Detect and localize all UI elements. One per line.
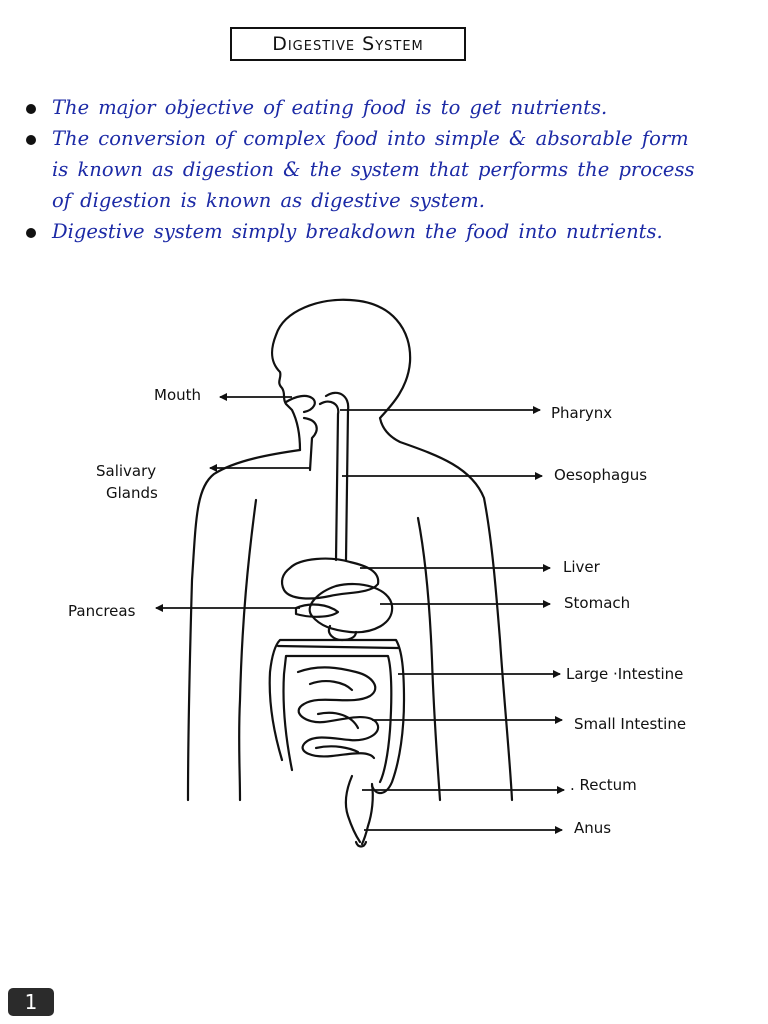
bullet-text: The major objective of eating food is to get nutrients. [52, 96, 608, 119]
label-oesophagus: Oesophagus [554, 466, 648, 484]
label-small-intestine: Small Intestine [574, 715, 687, 733]
salivary-duct [304, 418, 317, 470]
bullet-text: Digestive system simply breakdown the food into nutrients. [52, 220, 663, 243]
page-title: Digestive System [230, 27, 466, 61]
body-outline [272, 300, 512, 800]
label-pancreas: Pancreas [68, 602, 136, 620]
liver-shape [282, 559, 378, 599]
bullet-text: The conversion of complex food into simple & absorable form is known as digestion & the system that performs the process of digestion is known as digestive system. [52, 127, 695, 212]
label-mouth: Mouth [154, 386, 202, 404]
label-anus: Anus [574, 819, 612, 837]
label-salivary-glands-2: Glands [106, 484, 158, 502]
right-torso-outline [418, 518, 440, 800]
pancreas-shape [296, 605, 338, 617]
page-number-badge: 1 [8, 988, 54, 1016]
label-stomach: Stomach [564, 594, 631, 612]
label-pharynx: Pharynx [551, 404, 613, 422]
label-large-intestine: Large ·Intestine [566, 665, 684, 683]
label-rectum: . Rectum [570, 776, 637, 794]
stomach-shape [310, 584, 392, 632]
left-torso-outline [239, 500, 256, 800]
label-liver: Liver [563, 558, 600, 576]
label-salivary-glands: Salivary [96, 462, 157, 480]
rectum-shape [346, 776, 360, 842]
